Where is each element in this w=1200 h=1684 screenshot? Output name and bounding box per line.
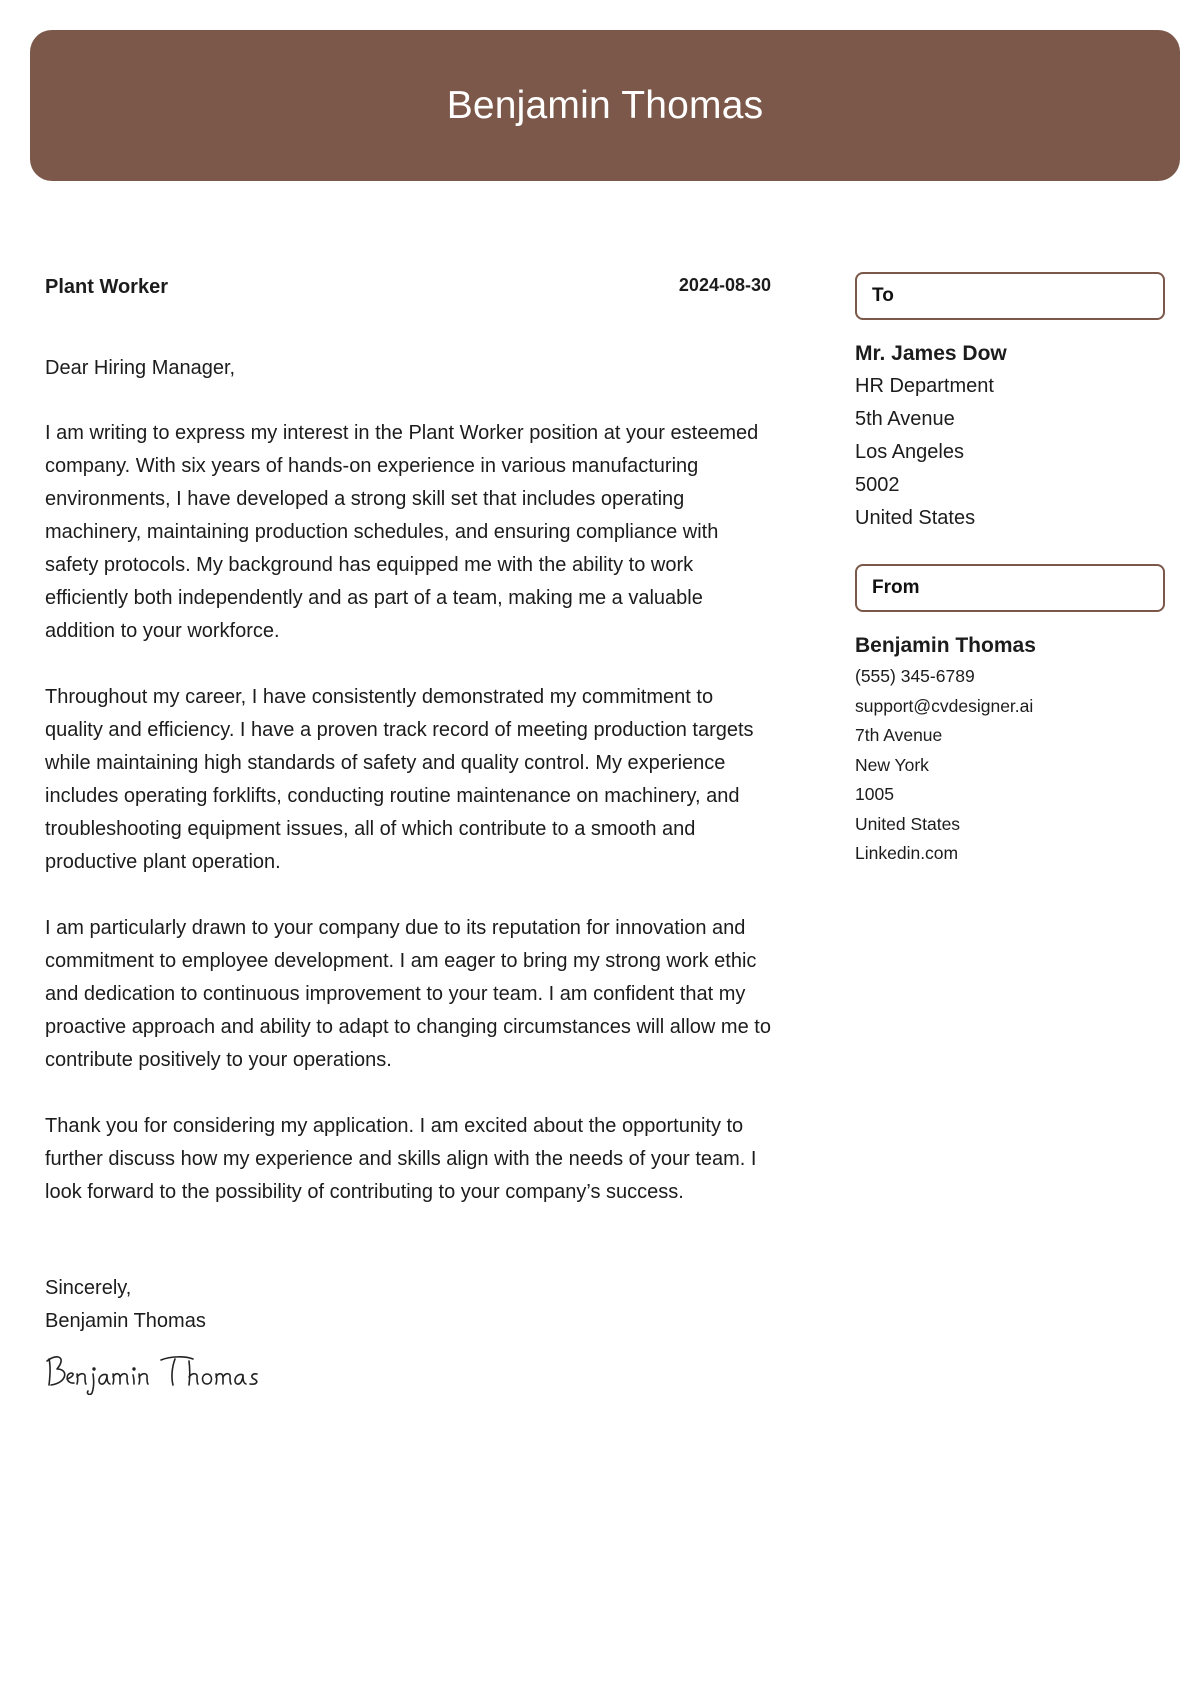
sender-phone: (555) 345-6789 (855, 666, 975, 686)
closing (45, 1272, 206, 1338)
paragraph: I am particularly drawn to your company due to its reputation for innovation and commitment to employee development. I am eager to bring my strong work ethic and dedication to continuous improvement to your team. I am confident that my proactive approach and ability to adapt to changing circumstances will allow me to contribute positively to your operations. (45, 917, 771, 1071)
recipient-street: 5th Avenue (855, 408, 955, 430)
salutation: Dear Hiring Manager, (45, 357, 236, 379)
sender-postal-code: 1005 (855, 784, 894, 804)
applicant-name: Benjamin Thomas (446, 83, 764, 127)
closing-phrase: Sincerely, (45, 1277, 132, 1299)
to-label: To (872, 285, 894, 306)
recipient-address (855, 337, 1165, 535)
sender-country: United States (855, 813, 961, 834)
title-row (45, 270, 771, 310)
sender-name: Benjamin Thomas (855, 634, 1036, 657)
sender-address (855, 629, 1165, 869)
paragraph: Throughout my career, I have consistently demonstrated my commitment to quality and efficiency. I have a proven track record of meeting production targets while maintaining high standards of safety and quality control. My experience includes operating forklifts, conducting routine maintenance on machinery, and troubleshooting equipment issues, all of which contribute to a smooth and productive plant operation. (45, 686, 754, 873)
sender-email: support@cvdesigner.ai (855, 695, 1034, 716)
body-paragraphs (45, 417, 771, 1242)
sender-website: Linkedin.com (855, 843, 959, 863)
letter-body (45, 270, 771, 1332)
from-label: From (872, 577, 920, 598)
address-sidebar (855, 272, 1165, 869)
recipient-postal-code: 5002 (855, 474, 900, 496)
sender-street: 7th Avenue (855, 725, 943, 745)
recipient-name: Mr. James Dow (855, 342, 1007, 365)
recipient-city: Los Angeles (855, 441, 964, 463)
recipient-country: United States (855, 507, 976, 529)
header-band (30, 30, 1180, 181)
closing-name: Benjamin Thomas (45, 1310, 206, 1332)
letter-date: 2024-08-30 (678, 275, 771, 295)
handwritten-signature (43, 1347, 283, 1395)
paragraph: I am writing to express my interest in the Plant Worker position at your esteemed company. With six years of hands-on experience in various manufacturing environments, I have developed a strong skill set that includes operating machinery, maintaining production schedules, and ensuring compliance with safety protocols. My background has equipped me with the ability to work efficiently both independently and as part of a team, making me a valuable addition to your workforce. (45, 422, 759, 642)
sender-city: New York (855, 754, 929, 775)
paragraph: Thank you for considering my application. I am excited about the opportunity to further discuss how my experience and skills align with the needs of your team. I look forward to the possibility of contributing to your company’s success. (45, 1115, 757, 1203)
job-title: Plant Worker (45, 276, 168, 298)
recipient-department: HR Department (855, 375, 994, 397)
to-label-box (855, 272, 1165, 320)
from-label-box (855, 564, 1165, 612)
